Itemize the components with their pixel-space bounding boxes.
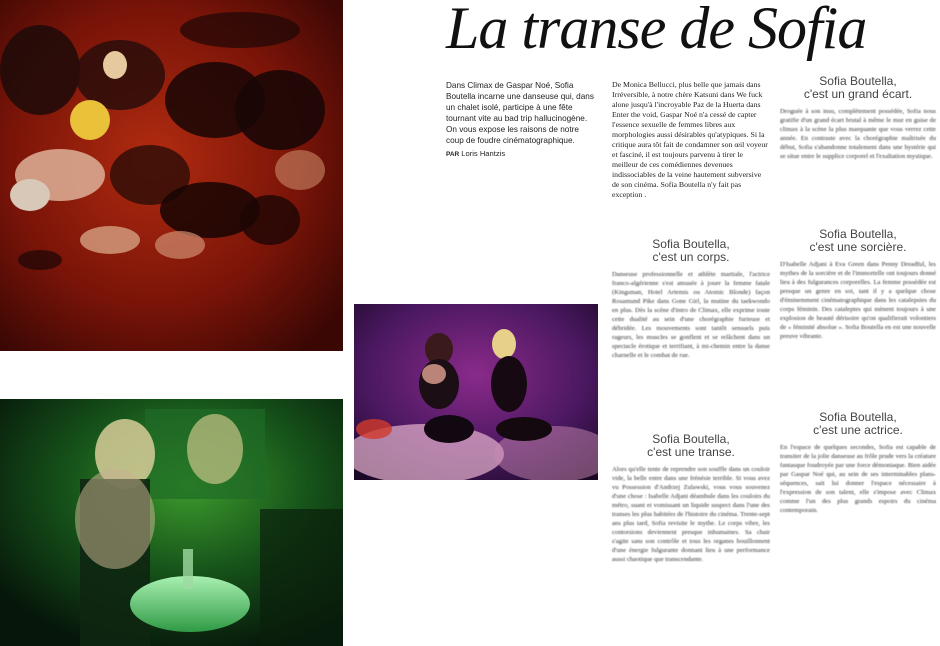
section-heading-line1: Sofia Boutella, [819,74,897,88]
section-sorciere [780,228,936,341]
section-heading-line1: Sofia Boutella, [819,410,897,424]
section-transe [612,433,770,564]
section-grand-ecart [780,75,936,161]
section-actrice [780,411,936,515]
section-body: Droguée à son insu, complètement possédée, Sofia nous gratifie d'un grand écart brutal à même le mur en guise de climax à la scène la plus marquante que vous verrez cette année. En contraste avec la chorégraphie maîtrisée du début, Sofia s'abandonne totalement dans une hystérie qui se situe entre le supplice corporel et l'exaltation mystique. [780,108,936,160]
two-women-bed-photo [354,304,598,480]
section-body: Danseuse professionnelle et athlète martiale, l'actrice franco-algérienne s'est amusée à jouer la femme fatale (Kingsman, Hotel Artemis ou Atomic Blonde) façon Rosamund Pike dans Gone Girl, la mutine du taekwondo en plus. Dès la scène d'intro de Climax, elle exprime toute cette dualité au sein d'une chorégraphie furieuse et débridée. Les mouvements sont tantôt sensuels puis rageurs, les muscles se gonflent et se relâchent dans un spectacle érotique et terrifiant, à mi-chemin entre la danse charnelle et le combat de rue. [612,271,770,359]
byline [446,148,598,160]
byline-author: Loris Hantzis [461,149,506,158]
section-body: Alors qu'elle tente de reprendre son souffle dans un couloir vide, la belle entre dans une frénésie terrible. Si vous avez vu Possession d'Andrzej Zulawski, vous vous souvenez d'une chose : Isabelle Adjani déambule dans les couloirs du métro, suant et vomissant un liquide suspect dans l'une des transes les plus habitées de l'histoire du cinéma. Trente-sept ans plus tard, Sofia revisite le mythe. Le corps vibre, les contorsions deviennent presque inhumaines. Sa chair s'agite sans son contrôle et tous les organes bouillonnent d'une énergie fulgurante donnant lieu à une performance aussi chaotique que transcendante. [612,466,770,563]
intro-paragraph: De Monica Bellucci, plus belle que jamais dans Irréversible, à notre chère Katsuni dans We fuck alone jusqu'à l'incroyable Paz de la Huerta dans Enter the void, Gaspar Noé n'a cessé de capter l'essence sexuelle de femmes libres aux morphologies aussi désirables qu'atypiques. Si la critique aura tôt fait de condamner son œil voyeur et fasciné, il est toujours parvenu à tirer le meilleur de ces comédiennes devenues indissociables de la veine hautement subversive de son cinéma. Sofia Boutella n'y fait pas exception . [612,80,768,199]
section-body: En l'espace de quelques secondes, Sofia est capable de transiter de la jolie danseuse au frôle prude vers la créature fantasque foudroyée par une force démoniaque. Bien aidée par Gaspar Noé qui, au sein de ses interminables plans-séquences, sait lui donner l'espace nécessaire à l'expression de son talent, elle s'impose avec Climax comme l'un des plus grands espoirs du cinéma contemporain. [780,444,936,514]
section-corps [612,238,770,360]
section-heading-line2: c'est une actrice. [813,423,903,437]
section-heading-line2: c'est un corps. [652,250,730,264]
mirror-washbasin-photo [0,399,343,646]
section-heading-line2: c'est une transe. [647,445,735,459]
party-crowd-photo [0,0,343,351]
section-heading-line2: c'est une sorcière. [809,240,907,254]
section-heading [780,228,936,254]
section-body: D'Isabelle Adjani à Eva Green dans Penny Dreadful, les mythes de la sorcière et de l'immortelle ont toujours donné lieu à des fulgurances corporelles. La femme possédée est presque un genre en soi, tant il y a quelque chose d'éminemment cinématographique dans les catalepsies du corps féminin. Des cataleptes qui mènent toujours à une explosion de beauté dérisoire qu'on qualifierait volontiers de « féminité absolue ». Sofia Boutella en est une nouvelle preuve vibrante. [780,261,936,340]
byline-prefix: PAR [446,151,460,158]
section-heading [612,238,770,264]
section-heading-line2: c'est un grand écart. [803,87,913,101]
section-heading-line1: Sofia Boutella, [652,237,730,251]
section-heading [780,411,936,437]
section-heading [612,433,770,459]
section-heading [780,75,936,101]
section-heading-line1: Sofia Boutella, [652,432,730,446]
lead-text: Dans Climax de Gaspar Noé, Sofia Boutella incarne une danseuse qui, dans un chalet isolé, participe à une fête tournant vite au bad trip hallucinogène. On vous expose les raisons de notre coup de foudre cinématographique. [446,81,594,145]
article-intro-lead [446,80,598,160]
section-heading-line1: Sofia Boutella, [819,227,897,241]
article-title: La transe de Sofia [446,0,867,61]
